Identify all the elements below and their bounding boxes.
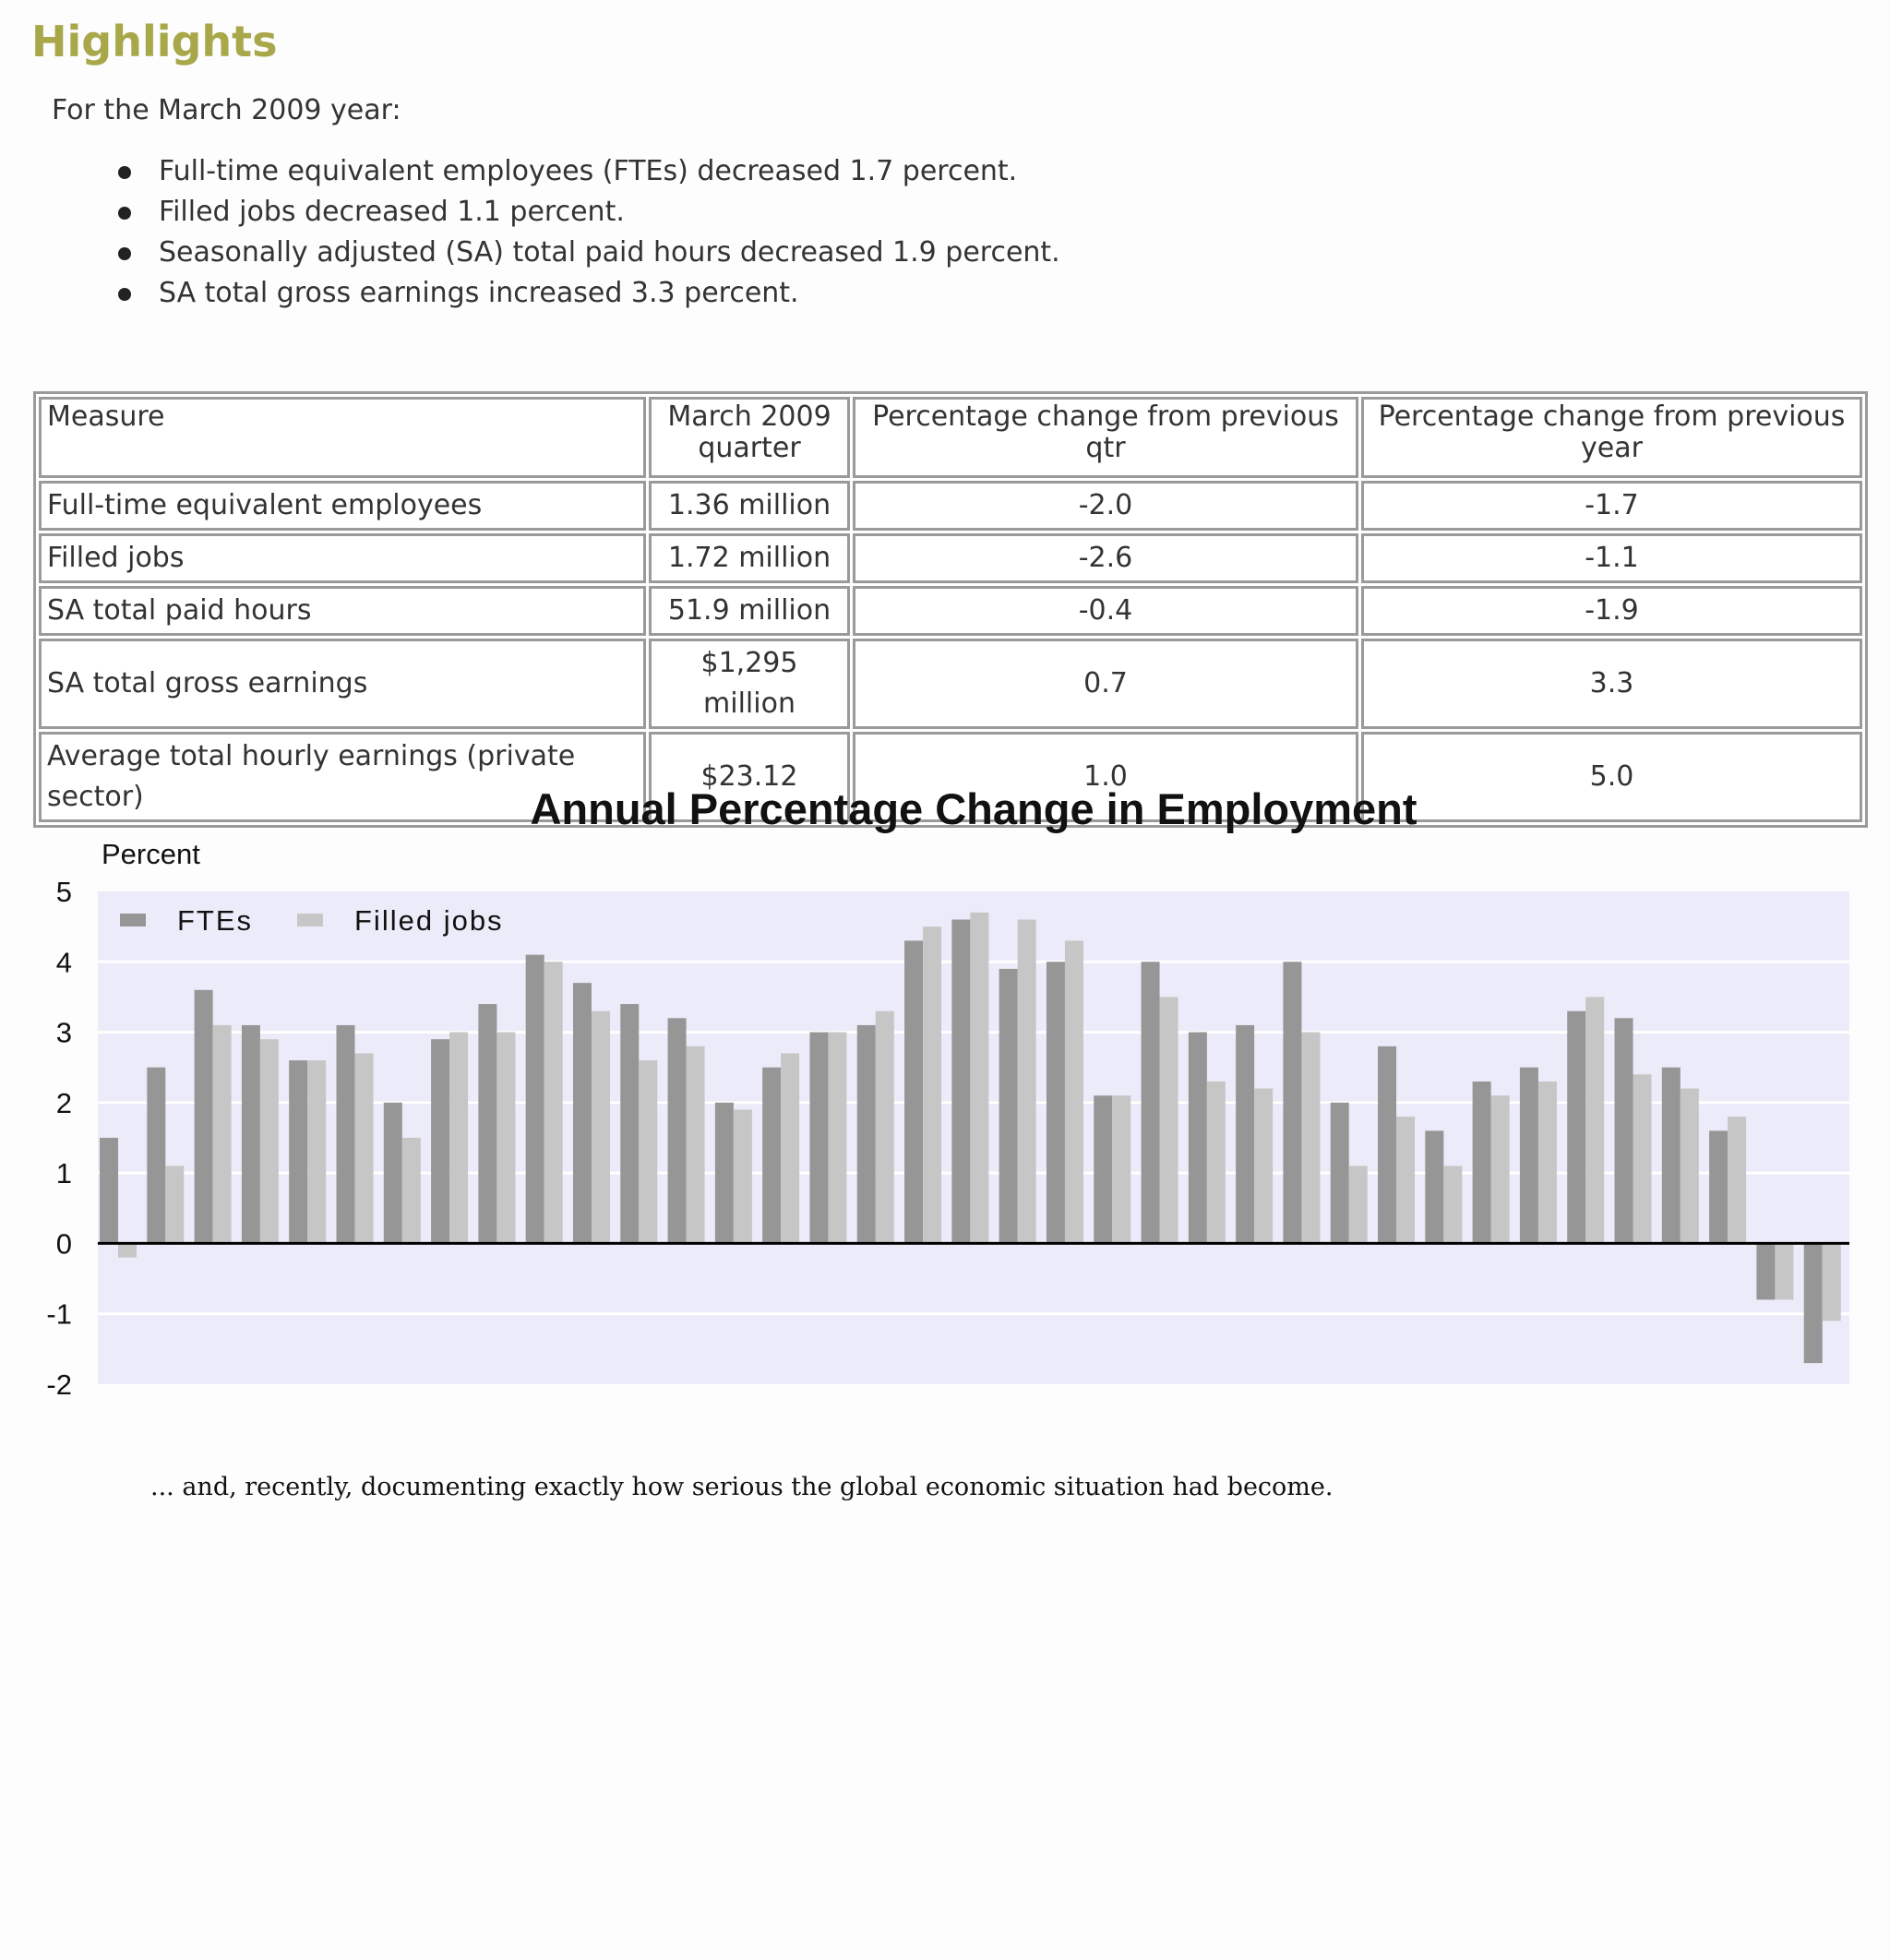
y-tick-label: -2 [46,1368,72,1401]
measures-table [33,391,1868,828]
fte-bar [1331,1103,1349,1244]
fte-bar [715,1103,734,1244]
filled-jobs-bar [118,1243,137,1257]
fte-bar [620,1004,639,1243]
fte-bar [336,1025,354,1243]
fte-bar [1378,1046,1396,1244]
filled-jobs-bar [1301,1033,1320,1244]
filled-jobs-bar [402,1138,421,1243]
fte-bar [809,1033,828,1244]
highlights-heading: Highlights [31,17,278,66]
y-tick-label: 3 [55,1016,72,1049]
fte-bar [1662,1068,1681,1244]
filled-jobs-bar [1254,1089,1273,1244]
y-tick-label: -1 [46,1297,72,1331]
column-header: March 2009 quarter [649,397,850,478]
fte-bar [1520,1068,1538,1244]
fte-bar [147,1068,165,1244]
legend-label: FTEs [177,904,254,937]
table-cell: 1.0 [853,732,1358,822]
fte-bar [857,1025,876,1243]
filled-jobs-bar [354,1053,373,1243]
table-cell: SA total paid hours [39,586,646,636]
fte-bar [1756,1243,1775,1299]
y-tick-label: 1 [55,1157,72,1190]
filled-jobs-bar [1396,1117,1415,1243]
table-cell: $23.12 [649,732,850,822]
fte-bar [951,920,970,1244]
highlights-list [118,151,1060,314]
fte-bar [1283,962,1301,1243]
fte-bar [762,1068,781,1244]
fte-bar [1047,962,1065,1243]
filled-jobs-bar [544,962,563,1243]
chart-svg [0,766,1890,1412]
filled-jobs-bar [1207,1082,1226,1243]
filled-jobs-bar [592,1011,610,1244]
fte-bar [1615,1018,1633,1243]
fte-bar [1425,1130,1443,1243]
table-cell: Average total hourly earnings (private sector) [39,732,646,822]
filled-jobs-bar [1585,997,1604,1243]
filled-jobs-bar [260,1039,279,1243]
intro-text: For the March 2009 year: [52,94,401,126]
table-cell: $1,295 million [649,639,850,729]
table-row [39,481,1862,531]
fte-bar [478,1004,496,1243]
fte-bar [1142,962,1160,1243]
column-header: Measure [39,397,646,478]
y-tick-label: 4 [55,946,72,979]
filled-jobs-bar [496,1033,515,1244]
filled-jobs-bar [970,913,988,1244]
table-cell: 1.36 million [649,481,850,531]
filled-jobs-bar [1018,920,1036,1244]
filled-jobs-bar [734,1109,752,1243]
filled-jobs-bar [1633,1074,1652,1243]
fte-bar [1189,1033,1207,1244]
list-item: SA total gross earnings increased 3.3 percent. [118,273,1060,314]
table-cell: -1.7 [1361,481,1862,531]
table-row [39,533,1862,583]
fte-bar [1804,1243,1823,1363]
filled-jobs-bar [687,1046,705,1244]
table-cell: 1.72 million [649,533,850,583]
filled-jobs-bar [1538,1082,1557,1243]
table-row [39,639,1862,729]
fte-bar [1094,1095,1112,1243]
filled-jobs-bar [923,926,941,1243]
table-header-row [39,397,1862,478]
legend-label: Filled jobs [354,904,504,937]
filled-jobs-bar [1443,1166,1462,1244]
chart-title: Annual Percentage Change in Employment [530,784,1418,833]
table-cell: 51.9 million [649,586,850,636]
fte-bar [431,1039,449,1243]
table-cell: Filled jobs [39,533,646,583]
employment-chart [0,766,1890,1412]
filled-jobs-bar [828,1033,846,1244]
y-axis-label: Percent [102,838,200,870]
table-cell: 0.7 [853,639,1358,729]
filled-jobs-bar [1681,1089,1699,1244]
fte-bar [100,1138,118,1243]
table-cell: -2.0 [853,481,1358,531]
y-tick-label: 0 [55,1227,72,1261]
fte-bar [904,940,923,1243]
fte-bar [573,983,592,1243]
fte-bar [668,1018,687,1243]
legend-swatch [120,914,146,926]
fte-bar [1709,1130,1728,1243]
table-cell: 5.0 [1361,732,1862,822]
filled-jobs-bar [307,1060,326,1243]
table-row [39,586,1862,636]
table-cell: -1.9 [1361,586,1862,636]
column-header: Percentage change from previous year [1361,397,1862,478]
list-item: Full-time equivalent employees (FTEs) decreased 1.7 percent. [118,151,1060,192]
fte-bar [195,990,213,1244]
table-cell: -0.4 [853,586,1358,636]
filled-jobs-bar [1112,1095,1130,1243]
filled-jobs-bar [1728,1117,1746,1243]
table-cell: SA total gross earnings [39,639,646,729]
table-cell: Full-time equivalent employees [39,481,646,531]
fte-bar [1567,1011,1585,1244]
y-tick-label: 2 [55,1086,72,1119]
fte-bar [1236,1025,1254,1243]
filled-jobs-bar [165,1166,184,1244]
fte-bar [526,955,544,1244]
fte-bar [1473,1082,1491,1243]
filled-jobs-bar [1775,1243,1793,1299]
table-cell: 3.3 [1361,639,1862,729]
filled-jobs-bar [781,1053,799,1243]
fte-bar [999,969,1018,1244]
column-header: Percentage change from previous qtr [853,397,1358,478]
filled-jobs-bar [1349,1166,1368,1244]
closing-text: ... and, recently, documenting exactly how serious the global economic situation had become. [150,1473,1334,1501]
fte-bar [289,1060,307,1243]
filled-jobs-bar [1491,1095,1510,1243]
filled-jobs-bar [1823,1243,1841,1321]
filled-jobs-bar [449,1033,468,1244]
filled-jobs-bar [1160,997,1178,1243]
table-cell: -2.6 [853,533,1358,583]
filled-jobs-bar [1065,940,1083,1243]
table-cell: -1.1 [1361,533,1862,583]
filled-jobs-bar [639,1060,657,1243]
list-item: Filled jobs decreased 1.1 percent. [118,192,1060,233]
y-tick-label: 5 [55,876,72,908]
legend-swatch [297,914,323,926]
fte-bar [384,1103,402,1244]
filled-jobs-bar [876,1011,894,1244]
fte-bar [242,1025,260,1243]
list-item: Seasonally adjusted (SA) total paid hours decreased 1.9 percent. [118,233,1060,273]
filled-jobs-bar [213,1025,232,1243]
